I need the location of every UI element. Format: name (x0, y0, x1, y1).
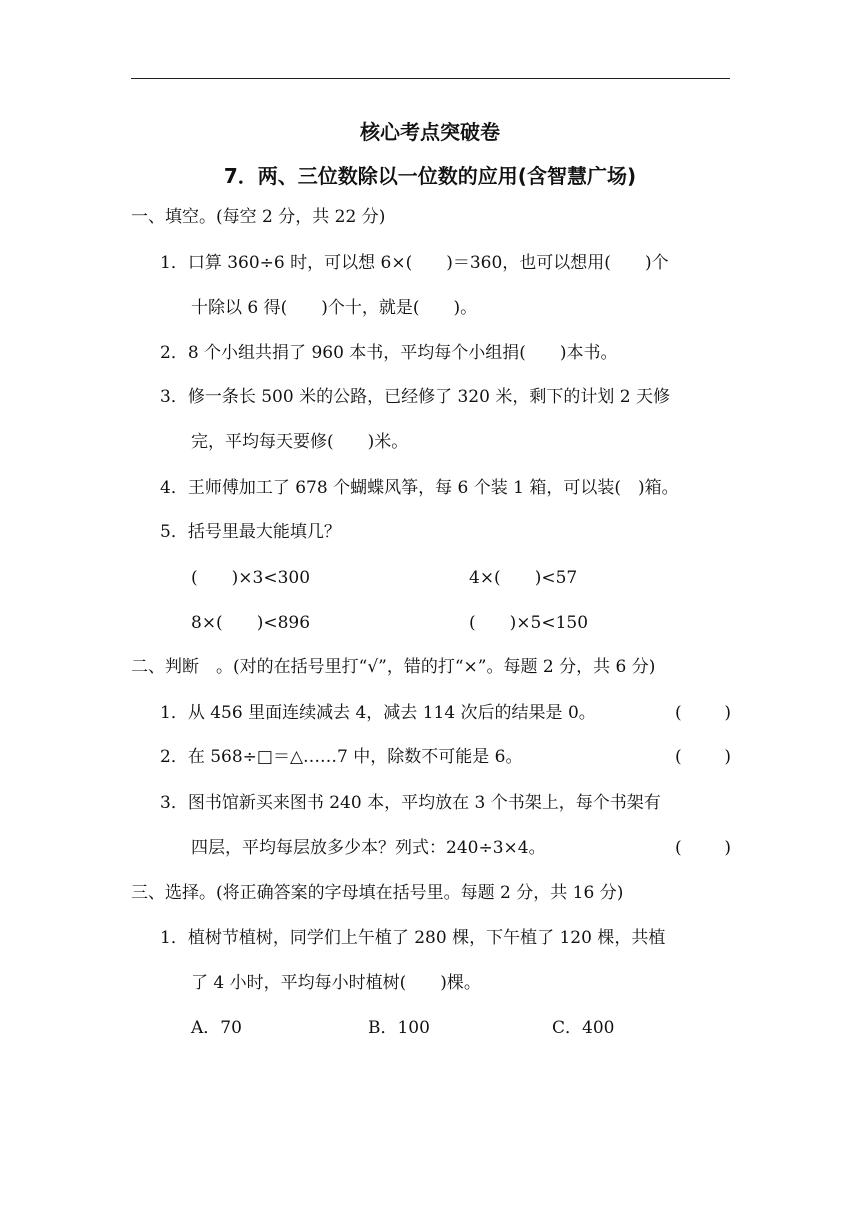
s1-q5-expr-a: ( )×3<300 (191, 568, 311, 588)
section-2-heading: 二、判断 。(对的在括号里打“√”，错的打“×”。每题 2 分，共 6 分) (131, 657, 656, 677)
s2-question-3-line-1: 3．图书馆新买来图书 240 本，平均放在 3 个书架上，每个书架有 (160, 793, 661, 813)
paren-open: ( (675, 838, 682, 858)
s3-question-1-line-1: 1．植树节植树，同学们上午植了 280 棵，下午植了 120 棵，共植 (160, 928, 666, 948)
s1-question-1-line-1: 1．口算 360÷6 时，可以想 6×( )＝360，也可以想用( )个 (160, 253, 669, 273)
s1-question-4: 4．王师傅加工了 678 个蝴蝶风筝，每 6 个装 1 箱，可以装( )箱。 (160, 478, 679, 498)
paren-open: ( (675, 703, 682, 723)
s1-question-3-line-1: 3．修一条长 500 米的公路，已经修了 320 米，剩下的计划 2 天修 (160, 387, 670, 407)
s1-q5-expr-b: 4×( )<57 (469, 568, 578, 588)
s1-q5-expr-d: ( )×5<150 (469, 613, 589, 633)
s1-question-3-line-2: 完，平均每天要修( )米。 (191, 432, 409, 452)
header-rule (131, 78, 730, 79)
paper-title: 核心考点突破卷 (360, 120, 500, 144)
s3-q1-option-b: B．100 (368, 1018, 430, 1038)
section-1-heading: 一、填空。(每空 2 分，共 22 分) (131, 207, 386, 227)
section-3-heading: 三、选择。(将正确答案的字母填在括号里。每题 2 分，共 16 分) (131, 883, 624, 903)
paren-close: ) (724, 703, 731, 723)
s2-question-3-line-2: 四层，平均每层放多少本？列式：240÷3×4。 (191, 838, 546, 858)
paren-open: ( (675, 747, 682, 767)
s2-question-1: 1．从 456 里面连续减去 4，减去 114 次后的结果是 0。 (160, 703, 596, 723)
s3-question-1-line-2: 了 4 小时，平均每小时植树( )棵。 (191, 973, 481, 993)
s1-question-2: 2．8 个小组共捐了 960 本书，平均每个小组捐( )本书。 (160, 343, 618, 363)
s3-q1-option-c: C．400 (552, 1018, 615, 1038)
s2-q2-answer-parens (675, 745, 731, 769)
s2-q3-answer-parens (675, 836, 731, 860)
s1-question-1-line-2: 十除以 6 得( )个十，就是( )。 (191, 298, 478, 318)
paren-close: ) (724, 747, 731, 767)
s3-q1-option-a: A．70 (191, 1018, 242, 1038)
s1-q5-expr-c: 8×( )<896 (191, 613, 311, 633)
paren-close: ) (724, 838, 731, 858)
s1-question-5: 5．括号里最大能填几？ (160, 522, 341, 542)
s2-question-2: 2．在 568÷□＝△……7 中，除数不可能是 6。 (160, 747, 523, 767)
s2-q1-answer-parens (675, 701, 731, 725)
paper-subtitle: 7．两、三位数除以一位数的应用(含智慧广场) (223, 164, 637, 188)
